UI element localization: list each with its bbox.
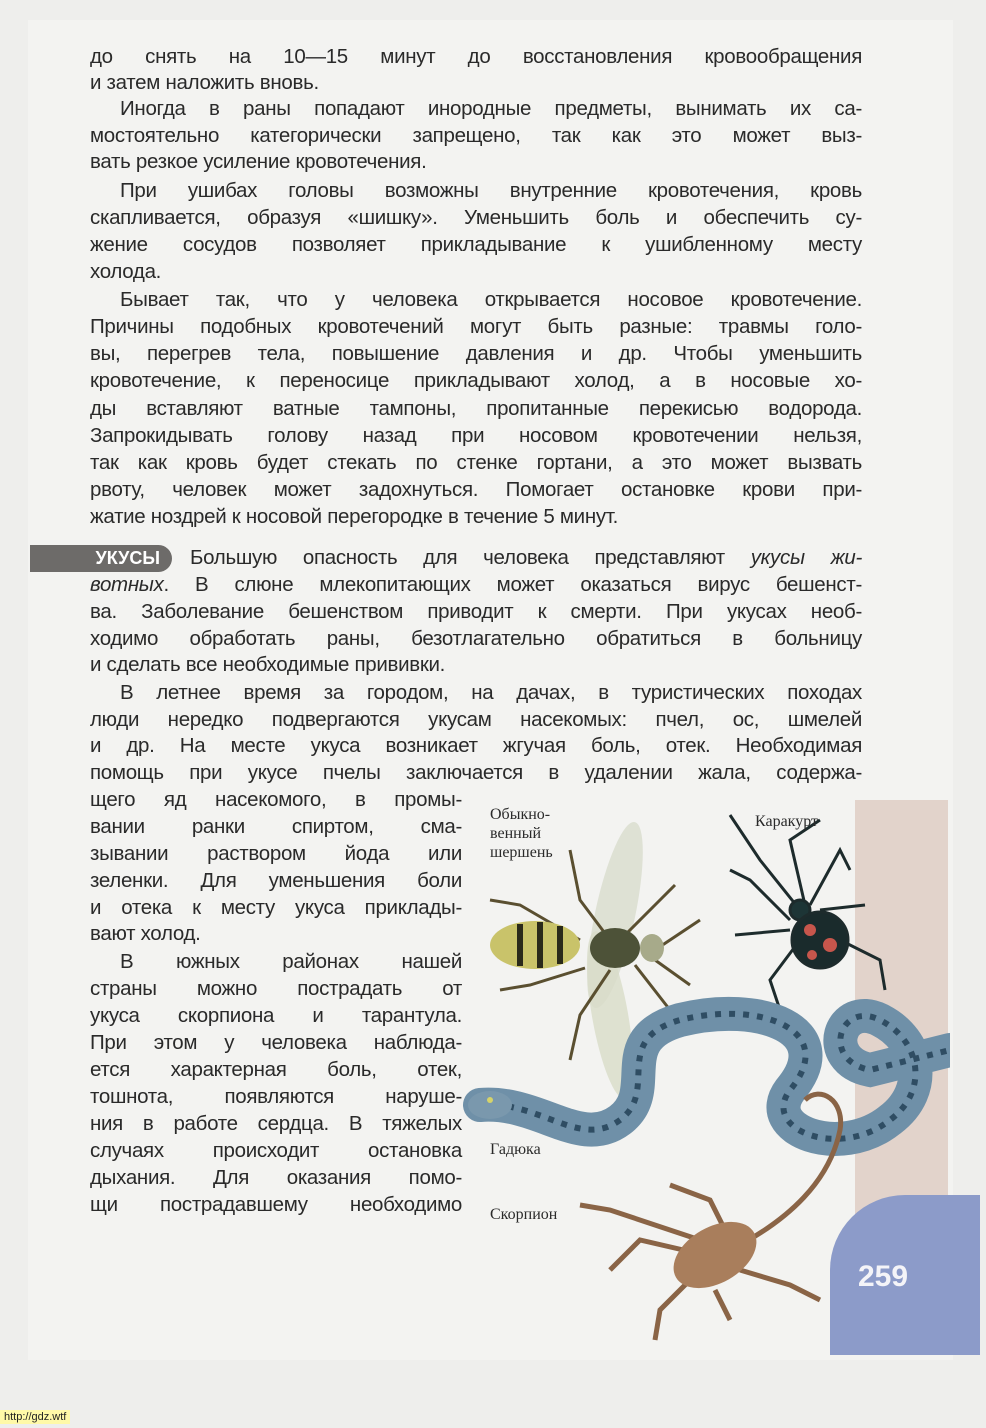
text-line <box>90 1083 462 1110</box>
text-segment: кровотечение, к переносице прикладывают холод, а в носовые хо- <box>90 369 862 392</box>
text-segment: тошнота, появляются наруше- <box>90 1085 462 1108</box>
text-line <box>90 258 862 285</box>
text-segment: Бывает так, что у человека открывается носовое кровотечение. <box>120 288 862 311</box>
text-segment: и сделать все необходимые прививки. <box>90 653 446 676</box>
text-segment: В южных районах нашей <box>120 950 462 973</box>
text-segment: укуса скорпиона и тарантула. <box>90 1004 462 1027</box>
text-segment: вать резкое усиление кровотечения. <box>90 150 427 173</box>
text-line <box>90 840 462 867</box>
text-line <box>90 1002 462 1029</box>
text-line <box>90 920 462 947</box>
text-line <box>90 476 862 503</box>
text-segment: щи пострадавшему необходимо <box>90 1193 462 1216</box>
text-line <box>90 1110 462 1137</box>
text-line <box>90 786 462 813</box>
caption-spider: Каракурт <box>755 813 818 830</box>
text-line <box>90 395 862 422</box>
text-segment: Большую опасность для человека представляют <box>190 546 751 569</box>
text-line <box>90 1137 462 1164</box>
text-segment: скапливается, образуя «шишку». Уменьшить боль и обеспечить су- <box>90 206 862 229</box>
text-segment: зеленки. Для уменьшения боли <box>90 869 462 892</box>
text-line <box>190 544 862 571</box>
text-line <box>120 286 862 313</box>
text-segment: холода. <box>90 260 162 283</box>
text-segment: зывании раствором йода или <box>90 842 462 865</box>
text-segment: помощь при укусе пчелы заключается в удалении жала, содержа- <box>90 761 862 784</box>
italic-term: укусы жи- <box>750 546 863 569</box>
text-line <box>90 1029 462 1056</box>
text-line <box>90 1191 462 1218</box>
text-segment: . В слюне млекопитающих может оказаться вирус бешенст- <box>163 573 862 596</box>
text-segment: вы, перегрев тела, повышение давления и др. Чтобы уменьшить <box>90 342 862 365</box>
text-segment: При ушибах головы возможны внутренние кровотечения, кровь <box>120 179 862 202</box>
text-line <box>90 651 862 678</box>
italic-term: вотных <box>90 573 164 596</box>
text-segment: жение сосудов позволяет прикладывание к ушибленному месту <box>90 233 862 256</box>
text-segment: вании ранки спиртом, сма- <box>90 815 462 838</box>
text-segment: Запрокидывать голову назад при носовом кровотечении нельзя, <box>90 424 862 447</box>
text-line <box>90 340 862 367</box>
text-segment: ется характерная боль, отек, <box>90 1058 462 1081</box>
text-segment: Иногда в раны попадают инородные предметы, вынимать их са- <box>120 97 862 120</box>
text-segment: жатие ноздрей к носовой перегородке в течение 5 минут. <box>90 505 619 528</box>
section-badge-label: УКУСЫ <box>95 548 160 568</box>
text-segment: вают холод. <box>90 922 201 945</box>
text-line <box>90 571 862 598</box>
text-line <box>90 231 862 258</box>
text-line <box>90 598 862 625</box>
text-segment: и затем наложить вновь. <box>90 71 319 94</box>
text-line <box>90 422 862 449</box>
text-segment: мостоятельно категорически запрещено, так как это может выз- <box>90 124 862 147</box>
text-line <box>90 43 862 70</box>
text-line <box>90 313 862 340</box>
text-segment: и др. На месте укуса возникает жгучая боль, отек. Необходимая <box>90 734 862 757</box>
caption-viper: Гадюка <box>490 1141 541 1158</box>
text-line <box>120 948 462 975</box>
text-line <box>90 367 862 394</box>
text-line <box>120 679 862 706</box>
illustration <box>460 800 950 1360</box>
page-number: 259 <box>858 1260 909 1293</box>
text-segment: ния в работе сердца. В тяжелых <box>90 1112 462 1135</box>
text-segment: При этом у человека наблюда- <box>90 1031 462 1054</box>
text-line <box>90 975 462 1002</box>
text-line <box>90 625 862 652</box>
text-segment: люди нередко подвергаются укусам насекомых: пчел, ос, шмелей <box>90 708 862 731</box>
text-segment: рвоту, человек может задохнуться. Помогает остановке крови при- <box>90 478 862 501</box>
text-segment: страны можно пострадать от <box>90 977 462 1000</box>
text-line <box>120 95 862 122</box>
text-segment: случаях происходит остановка <box>90 1139 462 1162</box>
text-segment: ды вставляют ватные тампоны, пропитанные перекисью водорода. <box>90 397 862 420</box>
section-badge <box>30 545 172 572</box>
footer-link[interactable]: http://gdz.wtf <box>0 1410 70 1424</box>
text-segment: ходимо обработать раны, безотлагательно обратиться в больницу <box>90 627 862 650</box>
text-line <box>90 813 462 840</box>
text-line <box>120 177 862 204</box>
text-line <box>90 1164 462 1191</box>
text-segment: В летнее время за городом, на дачах, в туристических походах <box>120 681 862 704</box>
text-segment: Причины подобных кровотечений могут быть разные: травмы голо- <box>90 315 862 338</box>
text-line <box>90 1056 462 1083</box>
caption-scorpion: Скорпион <box>490 1206 558 1223</box>
text-segment: щего яд насекомого, в промы- <box>90 788 462 811</box>
viper-icon <box>468 1014 950 1139</box>
caption-hornet: Обыкно- венный шершень <box>490 806 553 861</box>
text-line <box>90 894 462 921</box>
text-segment: ва. Заболевание бешенством приводит к смерти. При укусах необ- <box>90 600 862 623</box>
spider-icon <box>730 815 885 1025</box>
text-segment: так как кровь будет стекать по стенке гортани, а это может вызвать <box>90 451 862 474</box>
text-line <box>90 503 862 530</box>
text-line <box>90 122 862 149</box>
text-line <box>90 706 862 733</box>
text-line <box>90 148 862 175</box>
text-line <box>90 759 862 786</box>
text-segment: и отека к месту укуса приклады- <box>90 896 462 919</box>
text-line <box>90 204 862 231</box>
text-line <box>90 449 862 476</box>
text-segment: до снять на 10—15 минут до восстановления кровообращения <box>90 45 862 68</box>
text-line <box>90 867 462 894</box>
text-segment: дыхания. Для оказания помо- <box>90 1166 462 1189</box>
text-line <box>90 69 862 96</box>
text-line <box>90 732 862 759</box>
